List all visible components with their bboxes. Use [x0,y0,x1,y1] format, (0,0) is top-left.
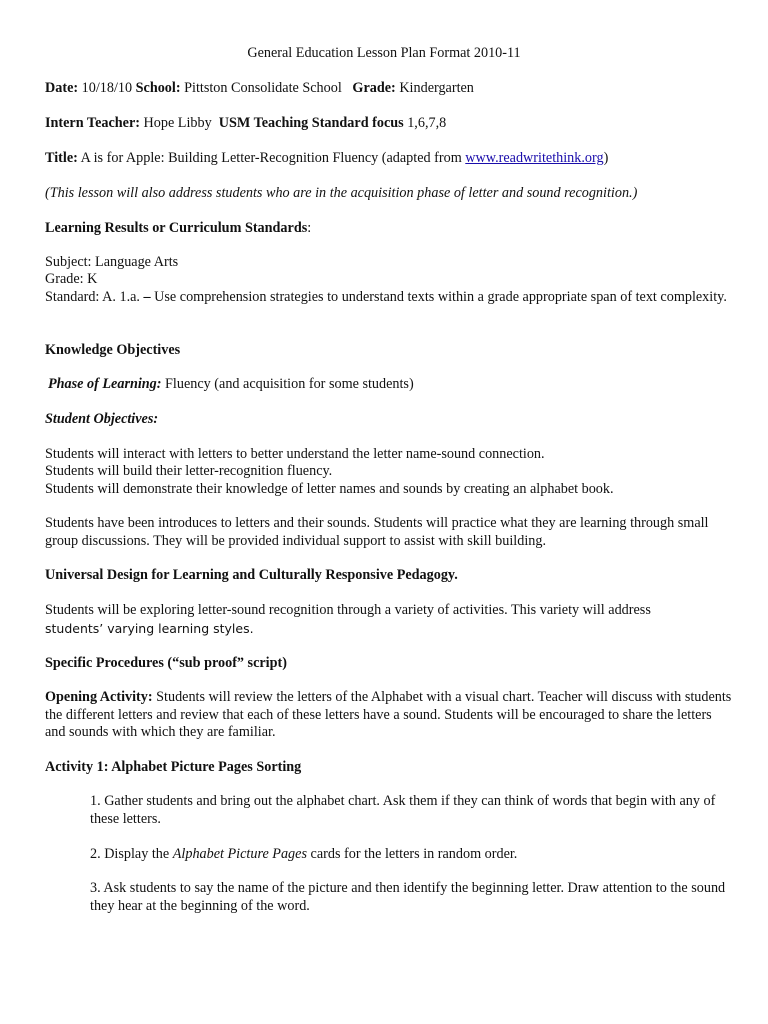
date-label: Date: [45,80,79,96]
standard-label: Standard: A. 1.a. [45,289,140,305]
objective-item: Students will interact with letters to better understand the letter name-sound connection. [45,446,545,462]
activity1-heading-line [45,759,301,777]
udl-heading-line [45,567,458,585]
usm-value: 1,6,7,8 [407,115,447,131]
standards-heading-colon: : [307,220,312,236]
grade-label: Grade: [352,80,396,96]
objective-item: Students will demonstrate their knowledge of letter names and sounds by creating an alphabet book. [45,481,614,497]
date-line [45,80,474,98]
phase-label: Phase of Learning: [48,376,162,392]
acquisition-note: (This lesson will also address students who are in the acquisition phase of letter and sound recognition.) [45,185,638,201]
title-value: A is for Apple: Building Letter-Recognition Fluency (adapted from [80,150,462,166]
school-value: Pittston Consolidate School [184,80,342,96]
objective-item: Students will build their letter-recognition fluency. [45,463,333,479]
date-value: 10/18/10 [81,80,133,96]
title-line [45,150,608,168]
phase-value: Fluency (and acquisition for some students) [161,376,414,392]
standard-paragraph [45,289,735,307]
standard-text: Use comprehension strategies to understand texts within a grade appropriate span of text complexity. [150,289,727,305]
knowledge-heading: Knowledge Objectives [45,342,181,358]
procedure-step-3: 3. Ask students to say the name of the picture and then identify the beginning letter. Draw attention to the sound they hear at the beginning of the word. [90,880,726,914]
alphabet-picture-pages-title: Alphabet Picture Pages [172,846,307,862]
standards-heading-line [45,220,311,238]
standards-heading: Learning Results or Curriculum Standards [45,220,308,236]
knowledge-heading-line [45,342,180,360]
opening-activity-paragraph [45,689,735,742]
title-label: Title: [45,150,78,166]
udl-heading: Universal Design for Learning and Culturally Responsive Pedagogy. [45,567,458,583]
activity1-heading: Activity 1: Alphabet Picture Pages Sorting [45,759,302,775]
phase-line [48,376,414,394]
procedure-step-1: 1. Gather students and bring out the alphabet chart. Ask them if they can think of words that begin with any of these letters. [90,793,716,827]
step2-pre: 2. Display the [90,846,173,862]
udl-text-line-2: students’ varying learning styles. [45,621,254,636]
grade-level-line: Grade: K [45,271,98,287]
student-objectives-line [45,411,158,429]
student-objectives-heading: Student Objectives: [45,411,159,427]
grade-value: Kindergarten [399,80,474,96]
standard-dash: – [139,289,151,305]
step2-post: cards for the letters in random order. [306,846,518,862]
opening-activity-text: Students will review the letters of the Alphabet with a visual chart. Teacher will discuss with students the different letters and review that each of these letters have a sound. Students will be encouraged to share the letters and sounds with which they are familiar. [45,689,732,740]
title-close: ) [603,150,609,166]
readwritethink-link[interactable]: www.readwritethink.org [465,150,604,166]
procedures-heading-line [45,655,287,673]
opening-activity-label: Opening Activity: [45,689,153,705]
procedure-step-2 [90,846,517,864]
school-label: School: [135,80,181,96]
udl-text-line-1: Students will be exploring letter-sound recognition through a variety of activities. This variety will address [45,602,651,618]
intern-value: Hope Libby [143,115,212,131]
document-title: General Education Lesson Plan Format 2010-11 [247,45,521,61]
usm-label: USM Teaching Standard focus [218,115,404,131]
subject-line: Subject: Language Arts [45,254,179,270]
procedures-heading: Specific Procedures (“sub proof” script) [45,655,287,671]
introduction-paragraph: Students have been introduces to letters and their sounds. Students will practice what they are learning through small group discussions. They will be provided individual support to assist with skill building. [45,515,709,549]
intern-line [45,115,446,133]
intern-label: Intern Teacher: [45,115,140,131]
